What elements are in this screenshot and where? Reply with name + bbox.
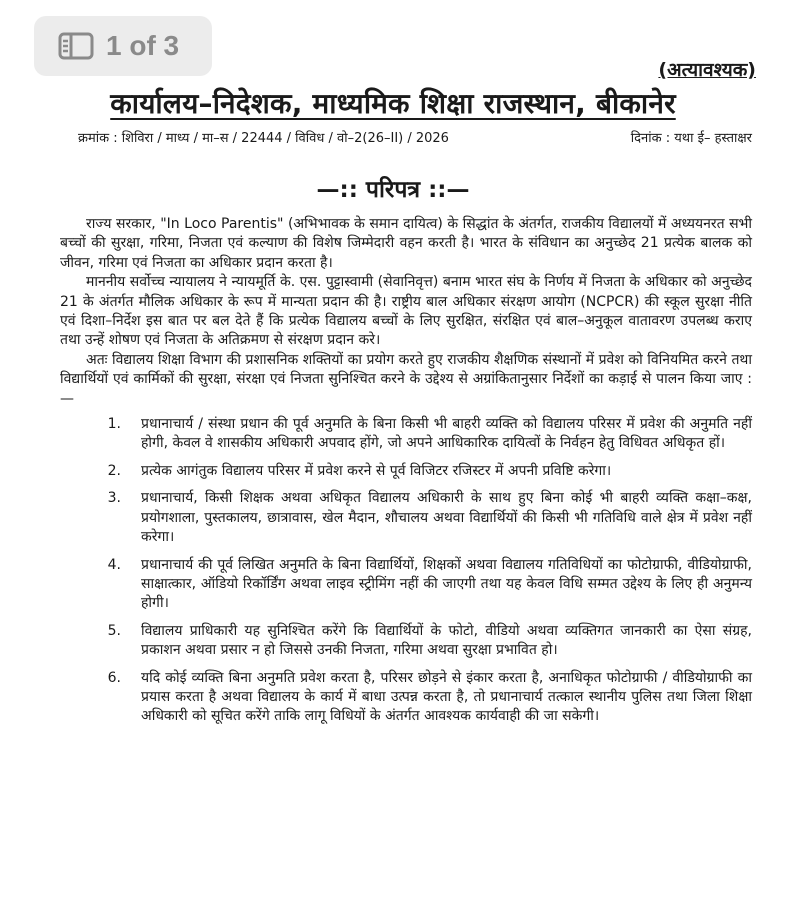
paragraph: राज्य सरकार, "In Loco Parentis" (अभिभावक के समान दायित्व) के सिद्धांत के अंतर्गत, राजकीय विद्यालयों में अध्ययनरत सभी बच्चों की सुरक्षा, गरिमा, निजता एवं कल्याण की विशेष जिम्मेदारी वहन करती है। भारत के संविधान का अनुच्छेद 21 प्रत्येक बालक को जीवन, गरिमा एवं निजता का अधिकार प्रदान करता है।	[60, 216, 752, 271]
directive-number: 1.	[107, 416, 121, 433]
directive-item	[60, 415, 752, 454]
directive-text: यदि कोई व्यक्ति बिना अनुमति प्रवेश करता है, परिसर छोड़ने से इंकार करता है, अनाधिकृत फोटोग्राफी / वीडियोग्राफी का प्रयास करता है अथवा विद्यालय के कार्य में बाधा उत्पन्न करता है, तो प्रधानाचार्य तत्काल स्थानीय पुलिस तथा जिला शिक्षा अधिकारी को सूचित करेंगे ताकि लागू विधियों के अंतर्गत आवश्यक कार्यवाही की जा सकेगी।	[141, 669, 752, 725]
reference-number: क्रमांक : शिविरा / माध्य / मा–स / 22444 / विविध / वो–2(26–II) / 2026	[78, 131, 449, 146]
directive-number: 6.	[107, 669, 121, 686]
directive-number: 3.	[107, 490, 121, 507]
page-view-icon	[58, 32, 94, 60]
directive-item	[60, 489, 752, 547]
directive-text: प्रधानाचार्य की पूर्व लिखित अनुमति के बिना विद्यार्थियों, शिक्षकों अथवा विद्यालय गतिविधियों का फोटोग्राफी, वीडियोग्राफी, साक्षात्कार, ऑडियो रिकॉर्डिंग अथवा लाइव स्ट्रीमिंग नहीं की जाएगी तथा यह केवल विधि सम्मत उद्देश्य के लिए ही अनुमन्य होगी।	[141, 556, 752, 612]
page-count-label: 1 of 3	[106, 30, 180, 61]
directive-item	[60, 622, 752, 661]
date-line: दिनांक : यथा ई– हस्ताक्षर	[630, 131, 752, 146]
directive-text: प्रत्येक आगंतुक विद्यालय परिसर में प्रवेश करने से पूर्व विजिटर रजिस्टर में अपनी प्रविष्टि करेगा।	[141, 462, 612, 479]
directive-number: 5.	[107, 622, 121, 639]
directive-item	[60, 556, 752, 614]
page-indicator[interactable]	[34, 16, 212, 76]
reference-line	[78, 128, 752, 146]
paragraph: अतः विद्यालय शिक्षा विभाग की प्रशासनिक शक्तियों का प्रयोग करते हुए राजकीय शैक्षणिक संस्थानों में प्रवेश को विनियमित करने तथा विद्यार्थियों एवं कार्मिकों की सुरक्षा, संरक्षा एवं निजता सुनिश्चित करने के उद्देश्य से अग्रांकितानुसार निर्देशों का कड़ाई से पालन किया जाए :—	[60, 351, 752, 407]
directive-text: विद्यालय प्राधिकारी यह सुनिश्चित करेंगे कि विद्यार्थियों के फोटो, वीडियो अथवा व्यक्तिगत जानकारी का ऐसा संग्रह, प्रकाशन अथवा प्रसार न हो जिससे उनकी निजता, गरिमा अथवा सुरक्षा प्रभावित हो।	[141, 622, 752, 659]
directive-text: प्रधानाचार्य / संस्था प्रधान की पूर्व अनुमति के बिना किसी भी बाहरी व्यक्ति को विद्यालय परिसर में प्रवेश की अनुमति नहीं होगी, केवल वे शासकीय अधिकारी अपवाद होंगे, जो अपने आधिकारिक दायित्वों के निर्वहन हेतु विधिवत अधिकृत हों।	[141, 416, 752, 452]
document-body	[60, 215, 752, 735]
urgent-label: (अत्यावश्यक)	[658, 59, 756, 81]
directive-number: 4.	[107, 556, 121, 573]
circular-heading: —:: परिपत्र ::—	[316, 177, 470, 203]
paragraph: माननीय सर्वोच्च न्यायालय ने न्यायमूर्ति के. एस. पुट्टास्वामी (सेवानिवृत्त) बनाम भारत संघ के निर्णय में निजता के अधिकार को अनुच्छेद 21 के अंतर्गत मौलिक अधिकार के रूप में मान्यता प्रदान की है। राष्ट्रीय बाल अधिकार संरक्षण आयोग (NCPCR) की स्कूल सुरक्षा नीति एवं दिशा–निर्देश इस बात पर बल देते हैं कि प्रत्येक विद्यालय बच्चों के लिए सुरक्षित, संरक्षित एवं बाल–अनुकूल वातावरण उपलब्ध कराए तथा उन्हें शोषण एवं निजता के अतिक्रमण से संरक्षण प्रदान करे।	[60, 274, 752, 349]
office-title: कार्यालय–निदेशक, माध्यमिक शिक्षा राजस्थान, बीकानेर	[110, 87, 676, 120]
directive-number: 2.	[107, 462, 121, 479]
directive-list	[60, 415, 752, 727]
directive-item	[60, 669, 752, 727]
directive-text: प्रधानाचार्य, किसी शिक्षक अथवा अधिकृत विद्यालय अधिकारी के साथ हुए बिना कोई भी बाहरी व्यक्ति कक्षा–कक्ष, प्रयोगशाला, पुस्तकालय, छात्रावास, खेल मैदान, शौचालय अथवा विद्यार्थियों की किसी भी गतिविधि वाले क्षेत्र में प्रवेश नहीं करेगा।	[141, 490, 752, 546]
directive-item	[60, 462, 752, 481]
